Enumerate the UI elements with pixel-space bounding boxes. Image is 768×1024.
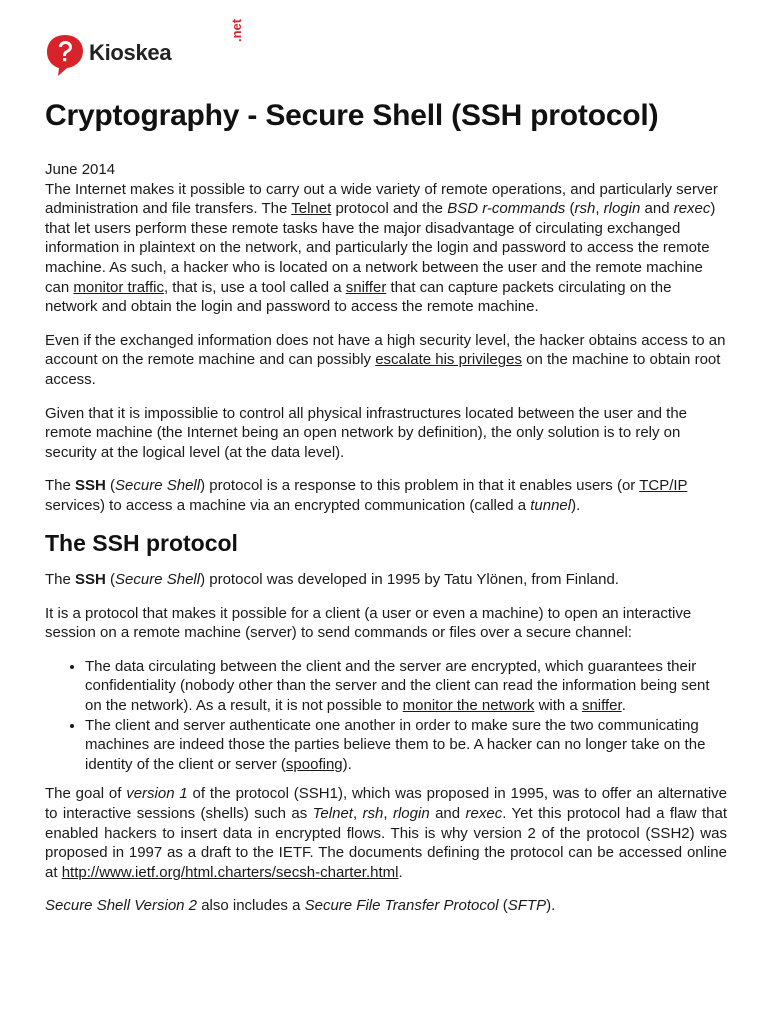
text: BSD r-commands [447, 200, 566, 218]
text: Secure Shell [115, 477, 201, 495]
text: ). [571, 496, 581, 514]
section-paragraph-1 [45, 570, 727, 590]
text: ) that let users perform these remote tasks have the major disadvantage of circulating exchanged information in plaintext on the network, and particularly the login and password to access the remote machine. As such, a hacker who is located on a network between the user and the remote machine can [45, 200, 716, 296]
text: rexec [673, 200, 711, 218]
text: tunnel [530, 496, 572, 514]
text: SSH [75, 571, 106, 589]
text: on the machine to obtain root access. [45, 351, 721, 388]
intro-paragraph [45, 180, 727, 317]
kioskea-logo-icon [45, 33, 85, 77]
sniffer-link-2[interactable]: sniffer [581, 697, 622, 715]
text: . Yet this protocol had a flaw that enabled hackers to insert data in encrypted flows. This is why version 2 of the protocol (SSH2) was proposed in 1997 as a draft to the IETF. The documents defining the protocol can be accessed online at [45, 805, 727, 881]
monitor-network-link[interactable]: monitor the network [402, 697, 535, 715]
text: . [398, 863, 403, 881]
text: of the protocol (SSH1), which was proposed in 1995, was to offer an alternative to interactive sessions (shells) such as [45, 785, 727, 823]
text: , that is, use a tool called a [163, 278, 346, 296]
paragraph-3: Given that it is impossiblie to control all physical infrastructures located between the user and the remote machine (the Internet being an open network by definition), the only solution is to rely on security at the logical level (at the data level). [45, 404, 687, 461]
text: , [383, 805, 393, 823]
text: ). [546, 897, 556, 915]
spoofing-link[interactable]: spoofing [285, 755, 343, 773]
text: protocol and the [331, 200, 448, 218]
text: ( [565, 200, 575, 218]
text: that can capture packets circulating on the network and obtain the login and password to access the remote machine. [45, 278, 672, 316]
text: also includes a [197, 897, 305, 915]
text: and [640, 200, 674, 218]
text: rsh [574, 200, 596, 218]
text: Secure Shell Version 2 [45, 897, 198, 915]
text: The [45, 477, 76, 495]
section-heading: The SSH protocol [45, 529, 238, 556]
text: SSH [75, 477, 106, 495]
kioskea-logo[interactable] [45, 18, 244, 80]
text: SFTP [507, 897, 547, 915]
section-paragraph-4 [45, 896, 727, 916]
text: ). [342, 755, 352, 773]
publish-date: June 2014 [45, 161, 116, 178]
tcpip-link[interactable]: TCP/IP [639, 477, 688, 495]
text: rlogin [603, 200, 641, 218]
text: The [45, 571, 76, 589]
escalate-privileges-link[interactable]: escalate his privileges [375, 351, 522, 369]
text: . [621, 697, 626, 715]
text: Secure Shell [115, 571, 201, 589]
text: , [352, 805, 363, 823]
paragraph-2 [45, 331, 727, 390]
text: ( [105, 571, 116, 589]
text: rexec [465, 805, 503, 823]
text: rsh [362, 805, 384, 823]
brand-suffix: .net [229, 18, 244, 42]
text: Even if the exchanged information does not have a high security level, the hacker obtains access to an account on the remote machine and can possibly [45, 331, 726, 369]
list-item [85, 657, 727, 716]
telnet-link[interactable]: Telnet [291, 200, 332, 218]
text: The goal of [45, 785, 127, 803]
page-title: Cryptography - Secure Shell (SSH protocol) [45, 99, 659, 132]
ietf-link[interactable]: http://www.ietf.org/html.charters/secsh-charter.html [61, 863, 399, 881]
section-paragraph-3 [45, 784, 727, 882]
text: rlogin [392, 805, 430, 823]
text: with a [534, 697, 582, 715]
feature-list [45, 657, 727, 775]
text: , [595, 200, 604, 218]
article-body [45, 160, 727, 930]
monitor-traffic-link[interactable]: monitor traffic [73, 278, 164, 296]
text: ( [105, 477, 116, 495]
sniffer-link[interactable]: sniffer [345, 278, 387, 296]
list-item [85, 716, 727, 775]
text: ) protocol is a response to this problem in that it enables users (or [200, 477, 640, 495]
text: services) to access a machine via an encrypted communication (called a [45, 496, 531, 514]
section-paragraph-2: It is a protocol that makes it possible for a client (a user or even a machine) to open an interactive session on a remote machine (server) to send commands or files over a secure channel: [45, 604, 692, 642]
text: ( [498, 897, 508, 915]
text: Secure File Transfer Protocol [304, 897, 499, 915]
text: Telnet [312, 805, 353, 823]
text: The Internet makes it possible to carry out a wide variety of remote operations, and particularly server administration and file transfers. The [45, 180, 718, 218]
brand-name: Kioskea [89, 40, 172, 65]
text: version 1 [126, 785, 188, 803]
paragraph-4 [45, 476, 727, 515]
text: and [429, 805, 466, 823]
text: ) protocol was developed in 1995 by Tatu Ylönen, from Finland. [200, 571, 619, 589]
text: The client and server authenticate one another in order to make sure the two communicating machines are indeed those the parties believe them to be. A hacker can no longer take on the identity of the client or server ( [85, 716, 706, 773]
text: The data circulating between the client and the server are encrypted, which guarantees their confidentiality (nobody other than the server and the client can read the information being sent on the network). As a result, it is not possible to [85, 657, 710, 715]
